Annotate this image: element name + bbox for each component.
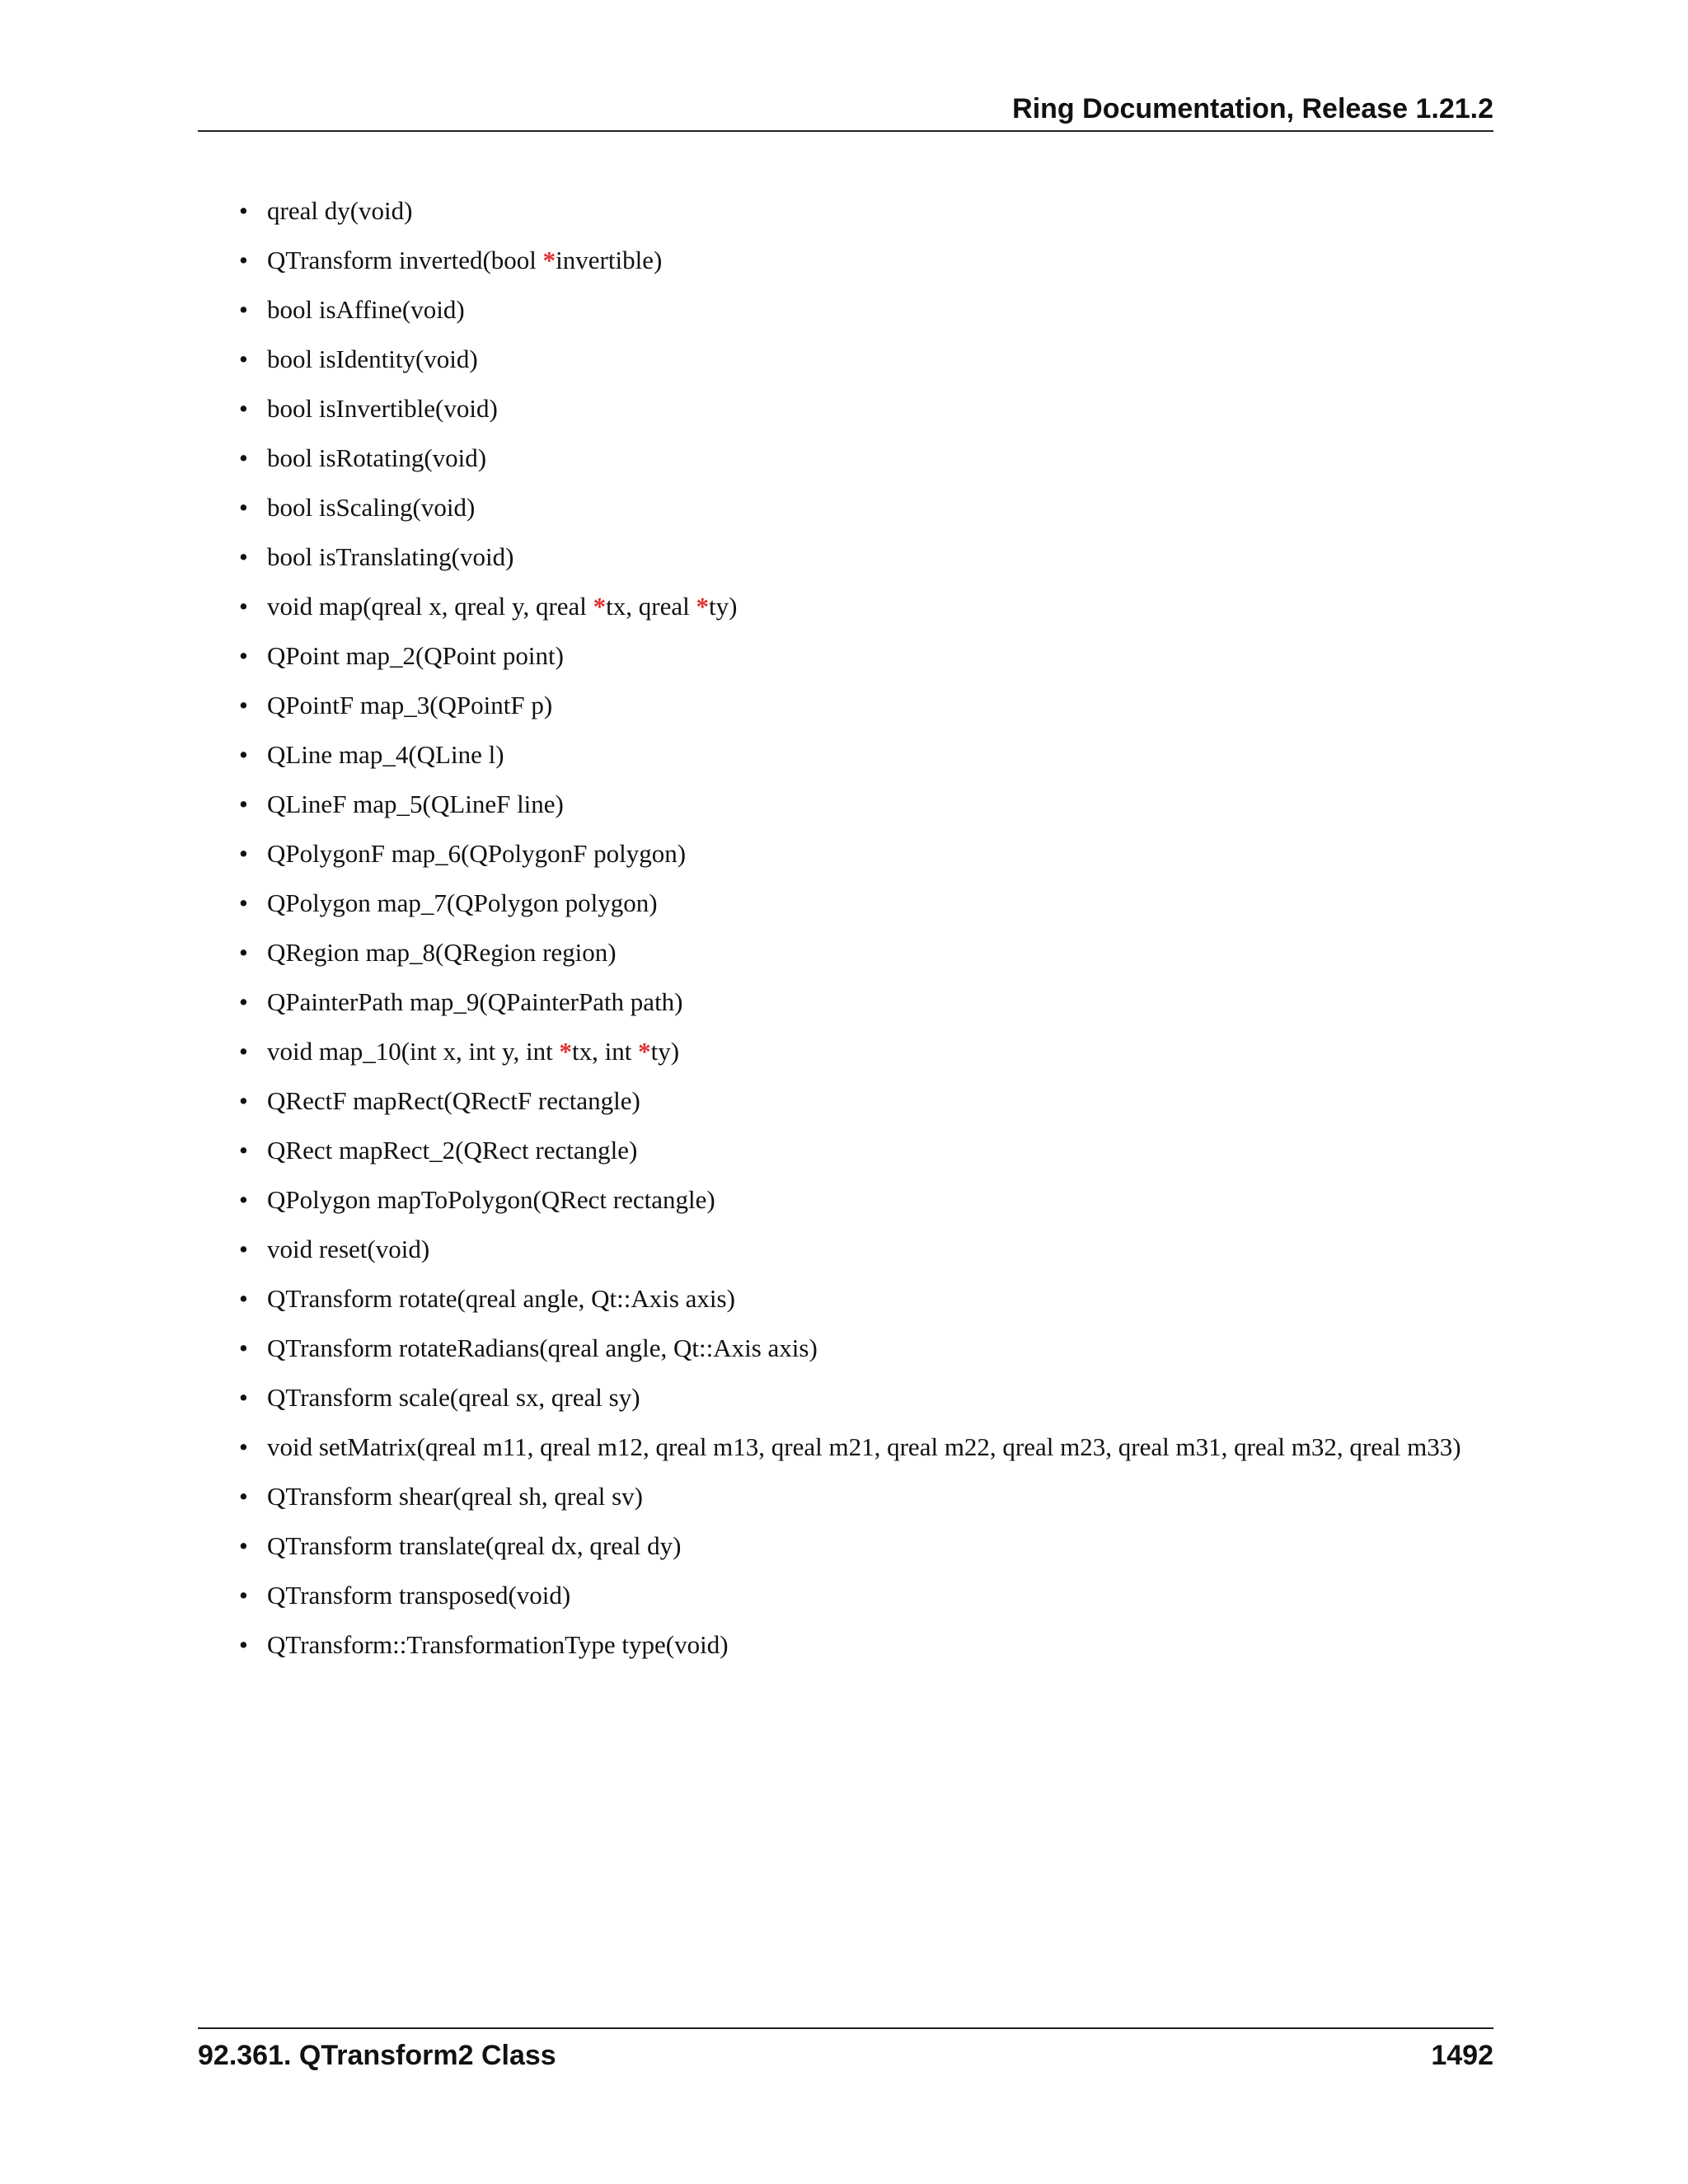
bullet-icon: • [239,1333,248,1362]
method-signature: bool isInvertible(void) [267,394,498,423]
method-list-item [239,689,1493,722]
bullet-icon: • [239,987,248,1016]
method-signature: QTransform transposed(void) [267,1581,571,1610]
method-signature: bool isAffine(void) [267,295,465,324]
method-list-item [239,1579,1493,1612]
method-signature: bool isRotating(void) [267,443,487,472]
method-signature: bool isTranslating(void) [267,542,514,571]
method-list-item [239,244,1493,277]
method-signature: QTransform rotate(qreal angle, Qt::Axis axis) [267,1284,735,1313]
bullet-icon: • [239,1482,248,1511]
method-list-item [239,1629,1493,1661]
bullet-icon: • [239,196,248,225]
method-signature: qreal dy(void) [267,196,413,225]
bullet-icon: • [239,493,248,522]
bullet-icon: • [239,592,248,621]
method-signature: QPolygon mapToPolygon(QRect rectangle) [267,1185,715,1214]
method-list-item [239,343,1493,376]
page-footer [198,2027,1493,2082]
method-list-item [239,887,1493,920]
method-signature: bool isIdentity(void) [267,344,478,373]
bullet-icon: • [239,1185,248,1214]
bullet-icon: • [239,1383,248,1412]
method-signature: QPoint map_2(QPoint point) [267,641,564,670]
method-list [239,194,1493,1678]
method-list-item [239,1233,1493,1266]
method-list-item [239,590,1493,623]
bullet-icon: • [239,888,248,917]
method-list-item [239,1183,1493,1216]
document-title: Ring Documentation, Release 1.21.2 [1012,93,1493,124]
method-signature: QPolygonF map_6(QPolygonF polygon) [267,839,687,868]
method-signature: QLine map_4(QLine l) [267,740,504,769]
bullet-icon: • [239,394,248,423]
method-list-item [239,442,1493,475]
bullet-icon: • [239,246,248,274]
method-signature: void setMatrix(qreal m11, qreal m12, qreal m13, qreal m21, qreal m22, qreal m23, qreal m31, qreal m32, qreal m33) [267,1432,1461,1461]
bullet-icon: • [239,691,248,719]
method-list-item [239,491,1493,524]
bullet-icon: • [239,295,248,324]
bullet-icon: • [239,1531,248,1560]
method-signature: bool isScaling(void) [267,493,476,522]
method-list-item [239,1431,1493,1464]
bullet-icon: • [239,443,248,472]
method-signature: QTransform rotateRadians(qreal angle, Qt::Axis axis) [267,1333,818,1362]
method-list-item [239,936,1493,969]
bullet-icon: • [239,790,248,818]
method-list-item [239,1381,1493,1414]
method-list-item [239,640,1493,673]
method-list-item [239,1530,1493,1563]
section-title: 92.361. QTransform2 Class [198,2040,556,2071]
bullet-icon: • [239,344,248,373]
method-signature: QRectF mapRect(QRectF rectangle) [267,1086,640,1115]
method-signature: QTransform scale(qreal sx, qreal sy) [267,1383,640,1412]
bullet-icon: • [239,1581,248,1610]
method-signature: QPainterPath map_9(QPainterPath path) [267,987,683,1016]
bullet-icon: • [239,1284,248,1313]
method-signature: QTransform translate(qreal dx, qreal dy) [267,1531,682,1560]
bullet-icon: • [239,1136,248,1165]
method-signature: QRect mapRect_2(QRect rectangle) [267,1136,638,1165]
method-list-item [239,788,1493,821]
bullet-icon: • [239,938,248,967]
method-list-item [239,986,1493,1019]
page-header [198,91,1493,132]
method-signature: QPolygon map_7(QPolygon polygon) [267,888,658,917]
method-signature: QRegion map_8(QRegion region) [267,938,617,967]
bullet-icon: • [239,1630,248,1659]
method-signature: void map_10(int x, int y, int *tx, int *ty) [267,1037,680,1066]
method-list-item [239,1134,1493,1167]
method-list-item [239,1282,1493,1315]
bullet-icon: • [239,1432,248,1461]
bullet-icon: • [239,740,248,769]
page-number: 1492 [1431,2040,1493,2071]
bullet-icon: • [239,542,248,571]
bullet-icon: • [239,1235,248,1263]
bullet-icon: • [239,1086,248,1115]
bullet-icon: • [239,839,248,868]
method-list-item [239,194,1493,227]
method-list-item [239,293,1493,326]
method-list-item [239,1480,1493,1513]
method-signature: void reset(void) [267,1235,430,1263]
method-list-item [239,837,1493,870]
method-list-item [239,541,1493,574]
method-signature: QTransform shear(qreal sh, qreal sv) [267,1482,643,1511]
bullet-icon: • [239,1037,248,1066]
method-signature: QPointF map_3(QPointF p) [267,691,553,719]
method-list-item [239,1035,1493,1068]
method-list-item [239,1085,1493,1118]
method-signature: QLineF map_5(QLineF line) [267,790,564,818]
method-list-item [239,738,1493,771]
method-list-item [239,1332,1493,1365]
bullet-icon: • [239,641,248,670]
method-signature: void map(qreal x, qreal y, qreal *tx, qreal *ty) [267,592,738,621]
method-signature: QTransform inverted(bool *invertible) [267,246,663,274]
method-list-item [239,392,1493,425]
method-signature: QTransform::TransformationType type(void) [267,1630,729,1659]
